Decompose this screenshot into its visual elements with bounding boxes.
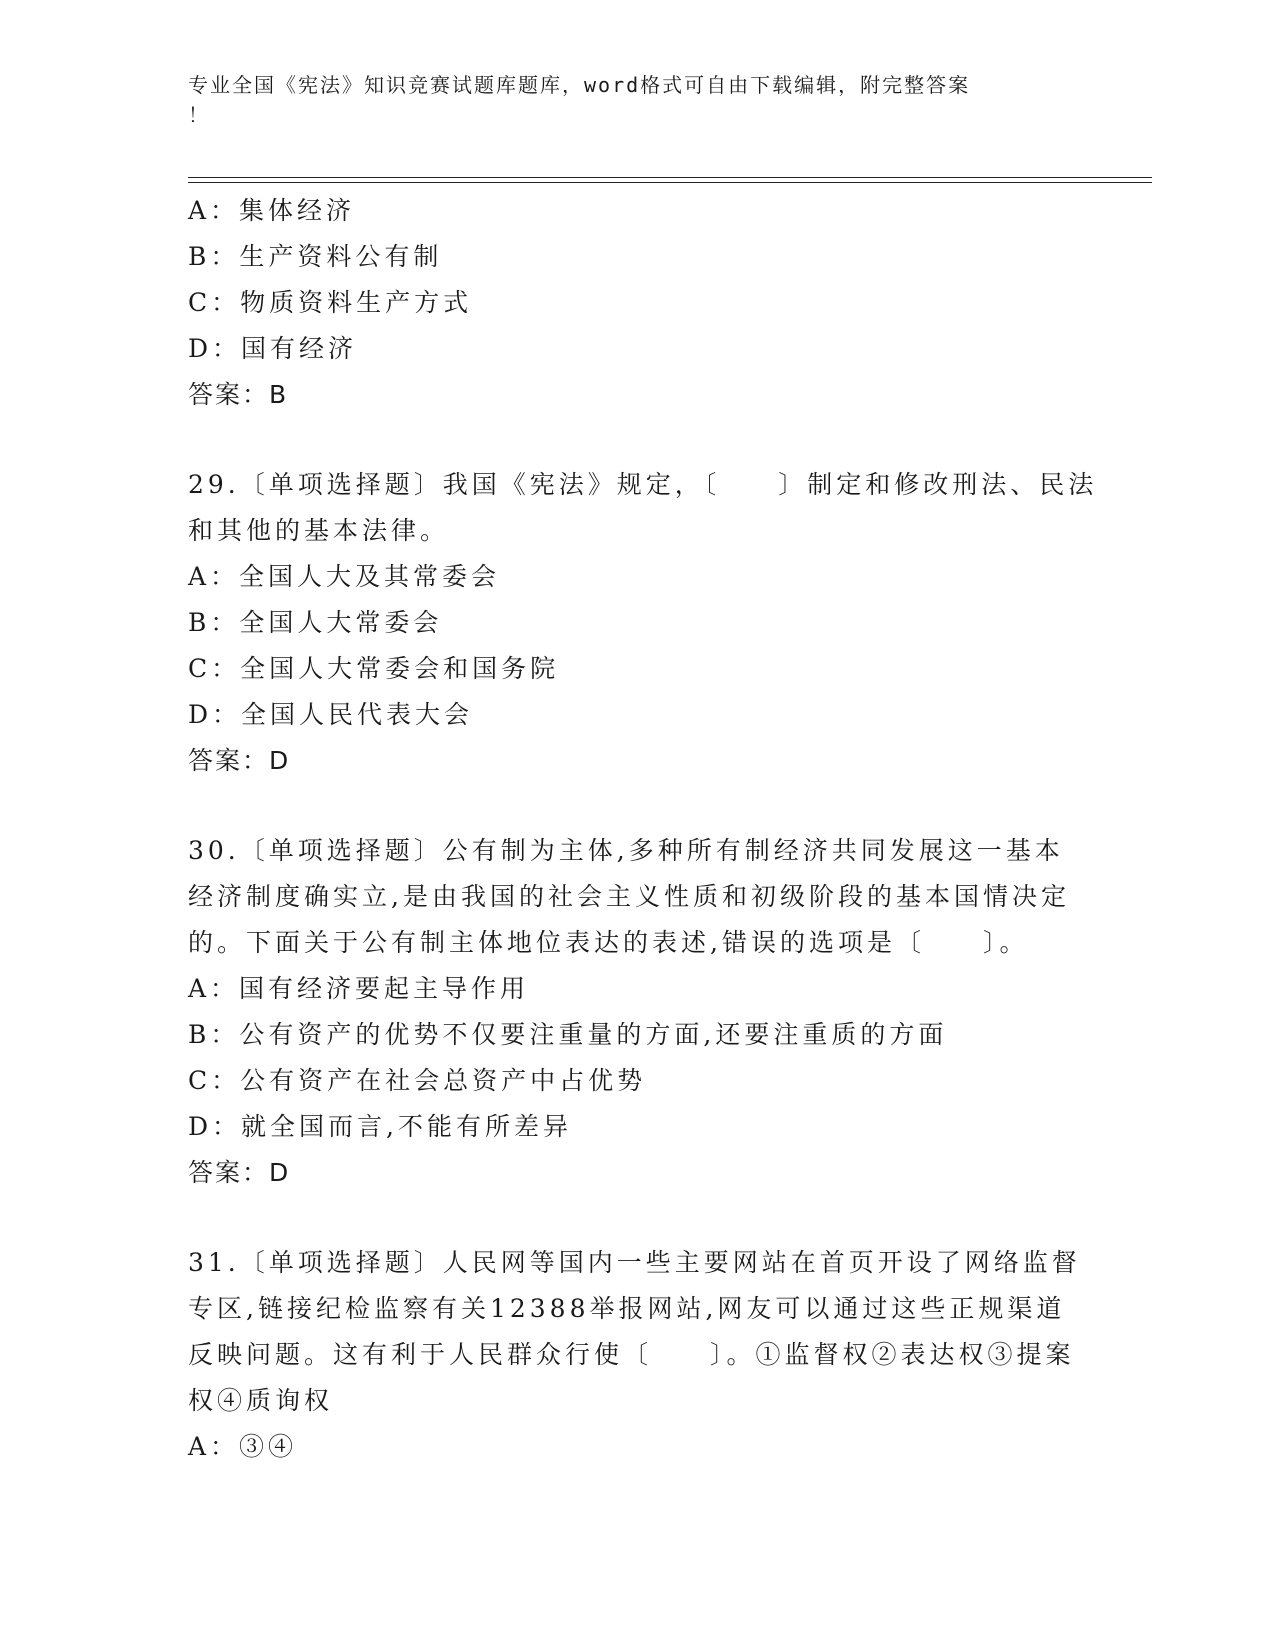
header-rule-bottom xyxy=(188,182,1152,183)
question-block xyxy=(188,188,1068,418)
question-text: 的。下面关于公有制主体地位表达的表述,错误的选项是〔 〕。 xyxy=(188,928,1029,957)
question-block xyxy=(188,462,1098,784)
header-title: 专业全国《宪法》知识竞赛试题库题库，word格式可自由下载编辑，附完整答案 xyxy=(188,73,971,97)
question-text: 经济制度确实立,是由我国的社会主义性质和初级阶段的基本国情决定 xyxy=(188,882,1070,911)
option-d: D：就全国而言,不能有所差异 xyxy=(188,1112,572,1141)
block-spacer xyxy=(188,1196,1068,1240)
question-text: 权④质询权 xyxy=(188,1386,334,1415)
question-text: 31.〔单项选择题〕人民网等国内一些主要网站在首页开设了网络监督 xyxy=(188,1248,1081,1277)
question-text: 29.〔单项选择题〕我国《宪法》规定，〔 〕制定和修改刑法、民法 xyxy=(188,470,1098,499)
option-b: B：全国人大常委会 xyxy=(188,608,443,637)
option-c: C：全国人大常委会和国务院 xyxy=(188,654,560,683)
option-c: C：物质资料生产方式 xyxy=(188,288,473,317)
option-d: D：全国人民代表大会 xyxy=(188,700,474,729)
question-block xyxy=(188,1240,1081,1470)
document-header xyxy=(188,70,1068,130)
option-a: A：全国人大及其常委会 xyxy=(188,562,501,591)
option-c: C：公有资产在社会总资产中占优势 xyxy=(188,1066,647,1095)
block-spacer xyxy=(188,784,1068,828)
question-text: 和其他的基本法律。 xyxy=(188,516,450,545)
option-a: A：国有经济要起主导作用 xyxy=(188,974,530,1003)
option-b: B：生产资料公有制 xyxy=(188,242,443,271)
option-a: A：③④ xyxy=(188,1432,298,1461)
question-block xyxy=(188,828,1068,1196)
option-a: A：集体经济 xyxy=(188,196,356,225)
question-text: 30.〔单项选择题〕公有制为主体,多种所有制经济共同发展这一基本 xyxy=(188,836,1064,865)
header-rule-top xyxy=(188,177,1152,178)
answer-line: 答案：D xyxy=(188,746,291,775)
option-b: B：公有资产的优势不仅要注重量的方面,还要注重质的方面 xyxy=(188,1020,948,1049)
header-title-continuation: ！ xyxy=(188,103,210,127)
option-d: D：国有经济 xyxy=(188,334,358,363)
answer-line: 答案：D xyxy=(188,1158,291,1187)
question-text: 反映问题。这有利于人民群众行使〔 〕。①监督权②表达权③提案 xyxy=(188,1340,1075,1369)
document-body xyxy=(188,188,1098,1470)
question-text: 专区,链接纪检监察有关12388举报网站,网友可以通过这些正规渠道 xyxy=(188,1294,1066,1323)
answer-line: 答案：B xyxy=(188,380,289,409)
block-spacer xyxy=(188,418,1068,462)
